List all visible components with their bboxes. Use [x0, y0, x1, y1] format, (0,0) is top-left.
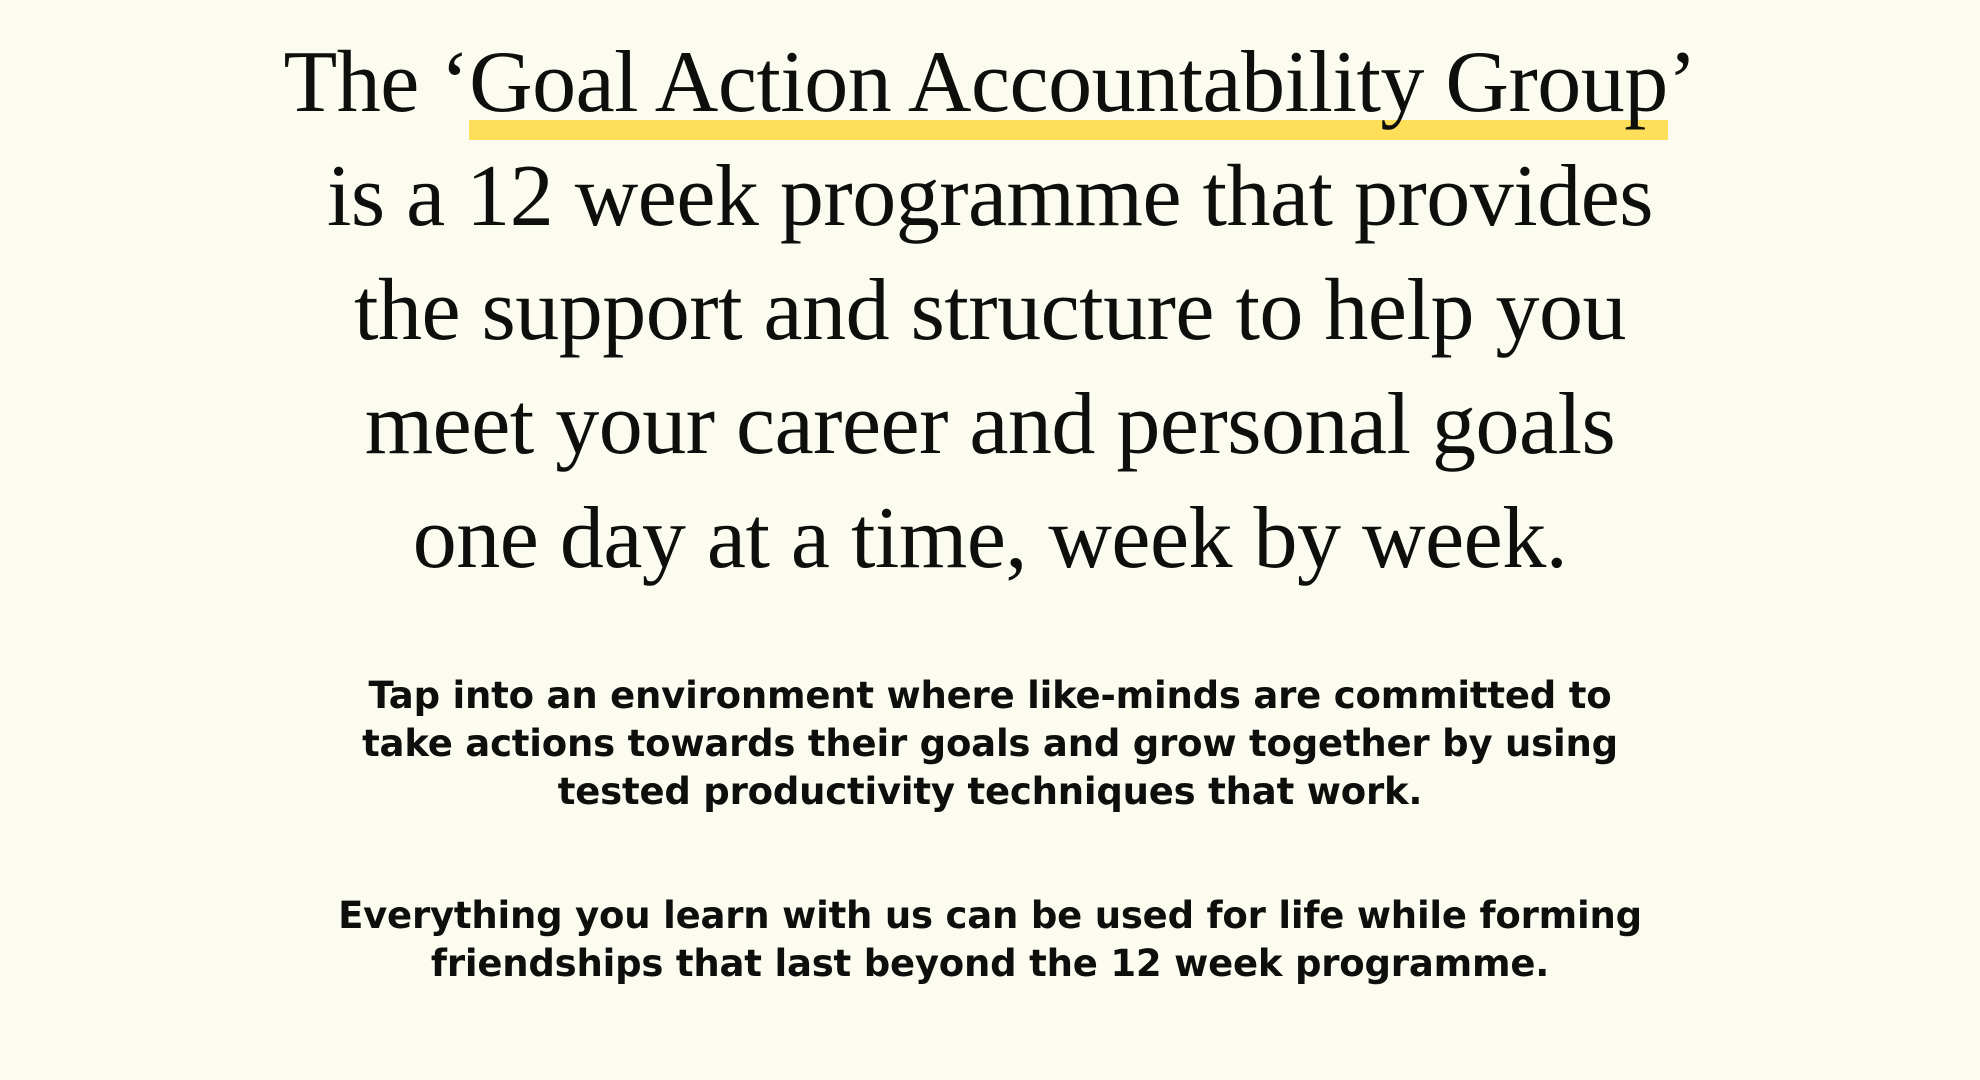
- intro-paragraph-line-3: tested productivity techniques that work.: [557, 770, 1423, 813]
- intro-paragraph-line-2: take actions towards their goals and grow together by using: [362, 722, 1618, 765]
- headline: [0, 26, 1980, 596]
- headline-suffix: ’: [1667, 34, 1697, 131]
- headline-line-5: one day at a time, week by week.: [412, 490, 1568, 587]
- intro-paragraph-line-1: Tap into an environment where like-minds are committed to: [368, 674, 1612, 717]
- headline-prefix: The ‘: [283, 34, 470, 131]
- headline-line-4: meet your career and personal goals: [364, 376, 1616, 473]
- headline-line-2: is a 12 week programme that provides: [326, 148, 1654, 245]
- closing-paragraph-line-2: friendships that last beyond the 12 week programme.: [430, 942, 1550, 985]
- headline-highlighted-phrase: Goal Action Accountability Group: [469, 34, 1668, 140]
- headline-line-3: the support and structure to help you: [354, 262, 1626, 359]
- intro-paragraph: [0, 672, 1980, 816]
- closing-paragraph-line-1: Everything you learn with us can be used for life while forming: [338, 894, 1642, 937]
- closing-paragraph: [0, 892, 1980, 988]
- headline-line-1: [0, 26, 1980, 140]
